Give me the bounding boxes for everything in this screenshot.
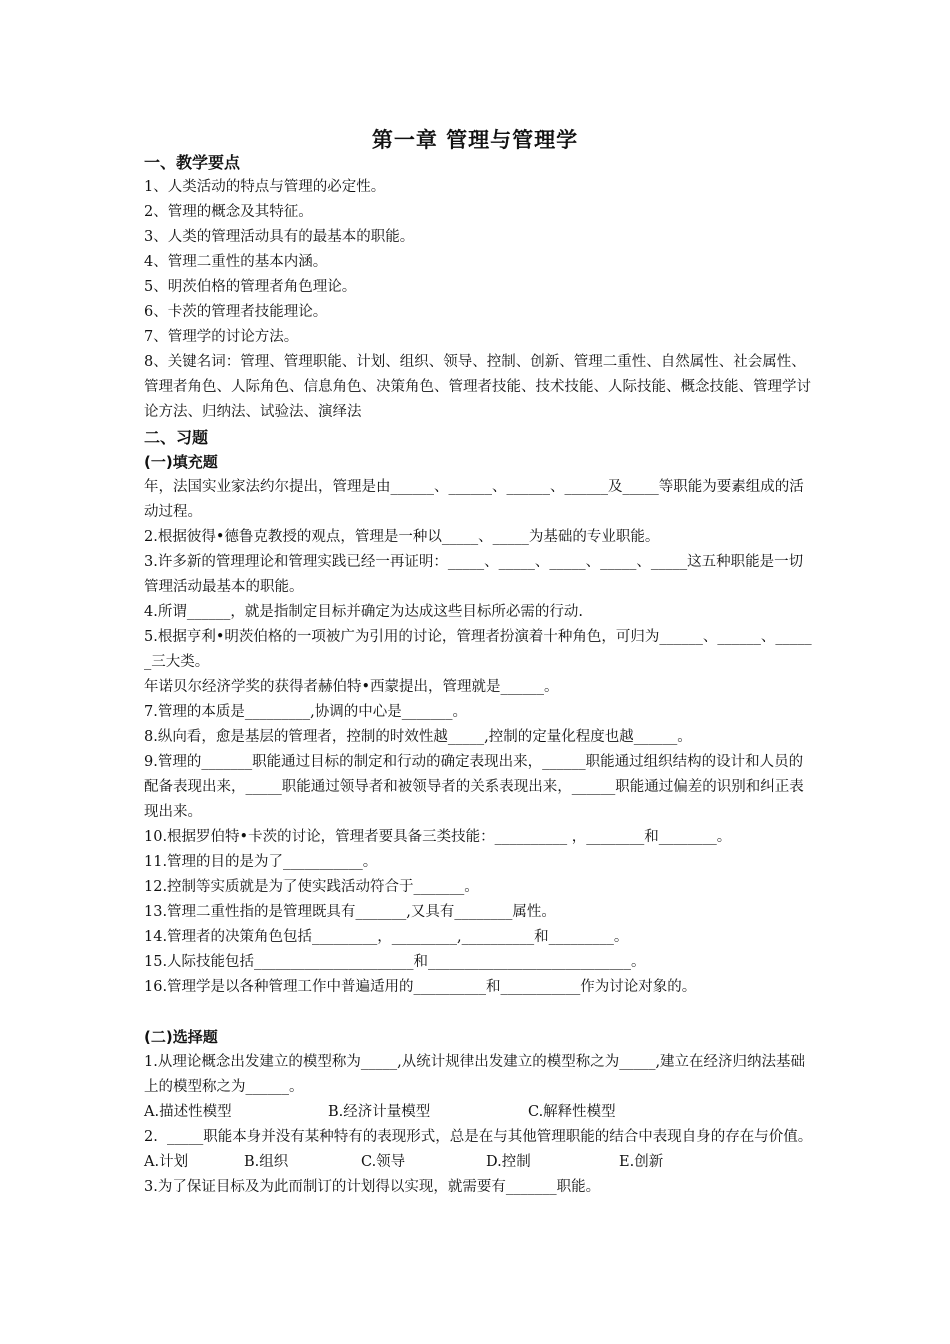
- question-item: 12.控制等实质就是为了使实践活动符合于_______。: [144, 879, 479, 895]
- question-item: 7.管理的本质是_________,协调的中心是_______。: [144, 704, 467, 720]
- question-item: 8.纵向看，愈是基层的管理者，控制的时效性越_____,控制的定量化程度也越______。: [144, 729, 692, 745]
- choice-option: C.领导: [361, 1154, 406, 1170]
- fill-questions-list: [144, 475, 814, 1000]
- list-item: 6、卡茨的管理者技能理论。: [144, 304, 328, 320]
- question-item: 年诺贝尔经济学奖的获得者赫伯特•西蒙提出，管理就是______。: [144, 679, 559, 695]
- subsection-heading-fill: (一)填充题: [144, 453, 218, 471]
- choice-option: A.描述性模型: [144, 1104, 232, 1120]
- question-item: 5.根据亨利•明茨伯格的一项被广为引用的讨论，管理者扮演着十种角色，可归为______、______、______三大类。: [144, 629, 812, 670]
- question-item: 11.管理的目的是为了___________。: [144, 854, 378, 870]
- choice-question-2: 2. _____职能本身并没有某种特有的表现形式，总是在与其他管理职能的结合中表现自身的存在与价值。: [144, 1129, 813, 1145]
- section-heading-teaching-points: 一、教学要点: [144, 153, 241, 172]
- question-item: 13.管理二重性指的是管理既具有_______,又具有________属性。: [144, 904, 556, 920]
- chapter-title: 第一章 管理与管理学: [371, 128, 579, 152]
- choice-option: B.组织: [244, 1154, 289, 1170]
- list-item: 2、管理的概念及其特征。: [144, 204, 313, 220]
- question-item: 14.管理者的决策角色包括_________，_________,__________和_________。: [144, 929, 629, 945]
- question-item: 15.人际技能包括______________________和____________________________。: [144, 954, 646, 970]
- subsection-heading-choice: (二)选择题: [144, 1028, 218, 1046]
- question-item: 年，法国实业家法约尔提出，管理是由______、______、______、______及_____等职能为要素组成的活动过程。: [144, 479, 804, 520]
- choice-option: D.控制: [486, 1154, 531, 1170]
- question-item: 4.所谓______，就是指制定目标并确定为达成这些目标所必需的行动.: [144, 604, 583, 620]
- question-item: 10.根据罗伯特•卡茨的讨论，管理者要具备三类技能：__________ ，________和________。: [144, 829, 732, 845]
- choice-options-2: [144, 1150, 814, 1175]
- choice-option: E.创新: [619, 1154, 664, 1170]
- choice-option: C.解释性模型: [528, 1104, 616, 1120]
- list-item: 5、明茨伯格的管理者角色理论。: [144, 279, 357, 295]
- list-item: 4、管理二重性的基本内涵。: [144, 254, 328, 270]
- question-item: 2.根据彼得•德鲁克教授的观点，管理是一种以_____、_____为基础的专业职能。: [144, 529, 660, 545]
- list-item: 8、关键名词：管理、管理职能、计划、组织、领导、控制、创新、管理二重性、自然属性、社会属性、管理者角色、人际角色、信息角色、决策角色、管理者技能、技术技能、人际技能、概念技能、管理学讨论方法、归纳法、试验法、演绎法: [144, 354, 811, 420]
- teaching-points-list: [144, 175, 814, 425]
- document-body: [144, 150, 814, 1200]
- question-item: 3.许多新的管理理论和管理实践已经一再证明：_____、_____、_____、_____、_____这五种职能是一切管理活动最基本的职能。: [144, 554, 804, 595]
- choice-question-3: 3.为了保证目标及为此而制订的计划得以实现，就需要有_______职能。: [144, 1179, 601, 1195]
- choice-question-1: 1.从理论概念出发建立的模型称为_____,从统计规律出发建立的模型称之为_____,建立在经济归纳法基础上的模型称之为______。: [144, 1054, 806, 1095]
- list-item: 1、人类活动的特点与管理的必定性。: [144, 179, 386, 195]
- choice-option: A.计划: [144, 1154, 189, 1170]
- question-item: 9.管理的_______职能通过目标的制定和行动的确定表现出来，______职能通过组织结构的设计和人员的配备表现出来，_____职能通过领导者和被领导者的关系表现出来，______职能通过偏差的识别和纠正表现出来。: [144, 754, 804, 820]
- choice-option: B.经济计量模型: [328, 1104, 431, 1120]
- spacer: [144, 1000, 814, 1025]
- list-item: 7、管理学的讨论方法。: [144, 329, 299, 345]
- choice-options-1: [144, 1100, 814, 1125]
- list-item: 3、人类的管理活动具有的最基本的职能。: [144, 229, 415, 245]
- section-heading-exercises: 二、习题: [144, 428, 209, 447]
- question-item: 16.管理学是以各种管理工作中普遍适用的__________和___________作为讨论对象的。: [144, 979, 697, 995]
